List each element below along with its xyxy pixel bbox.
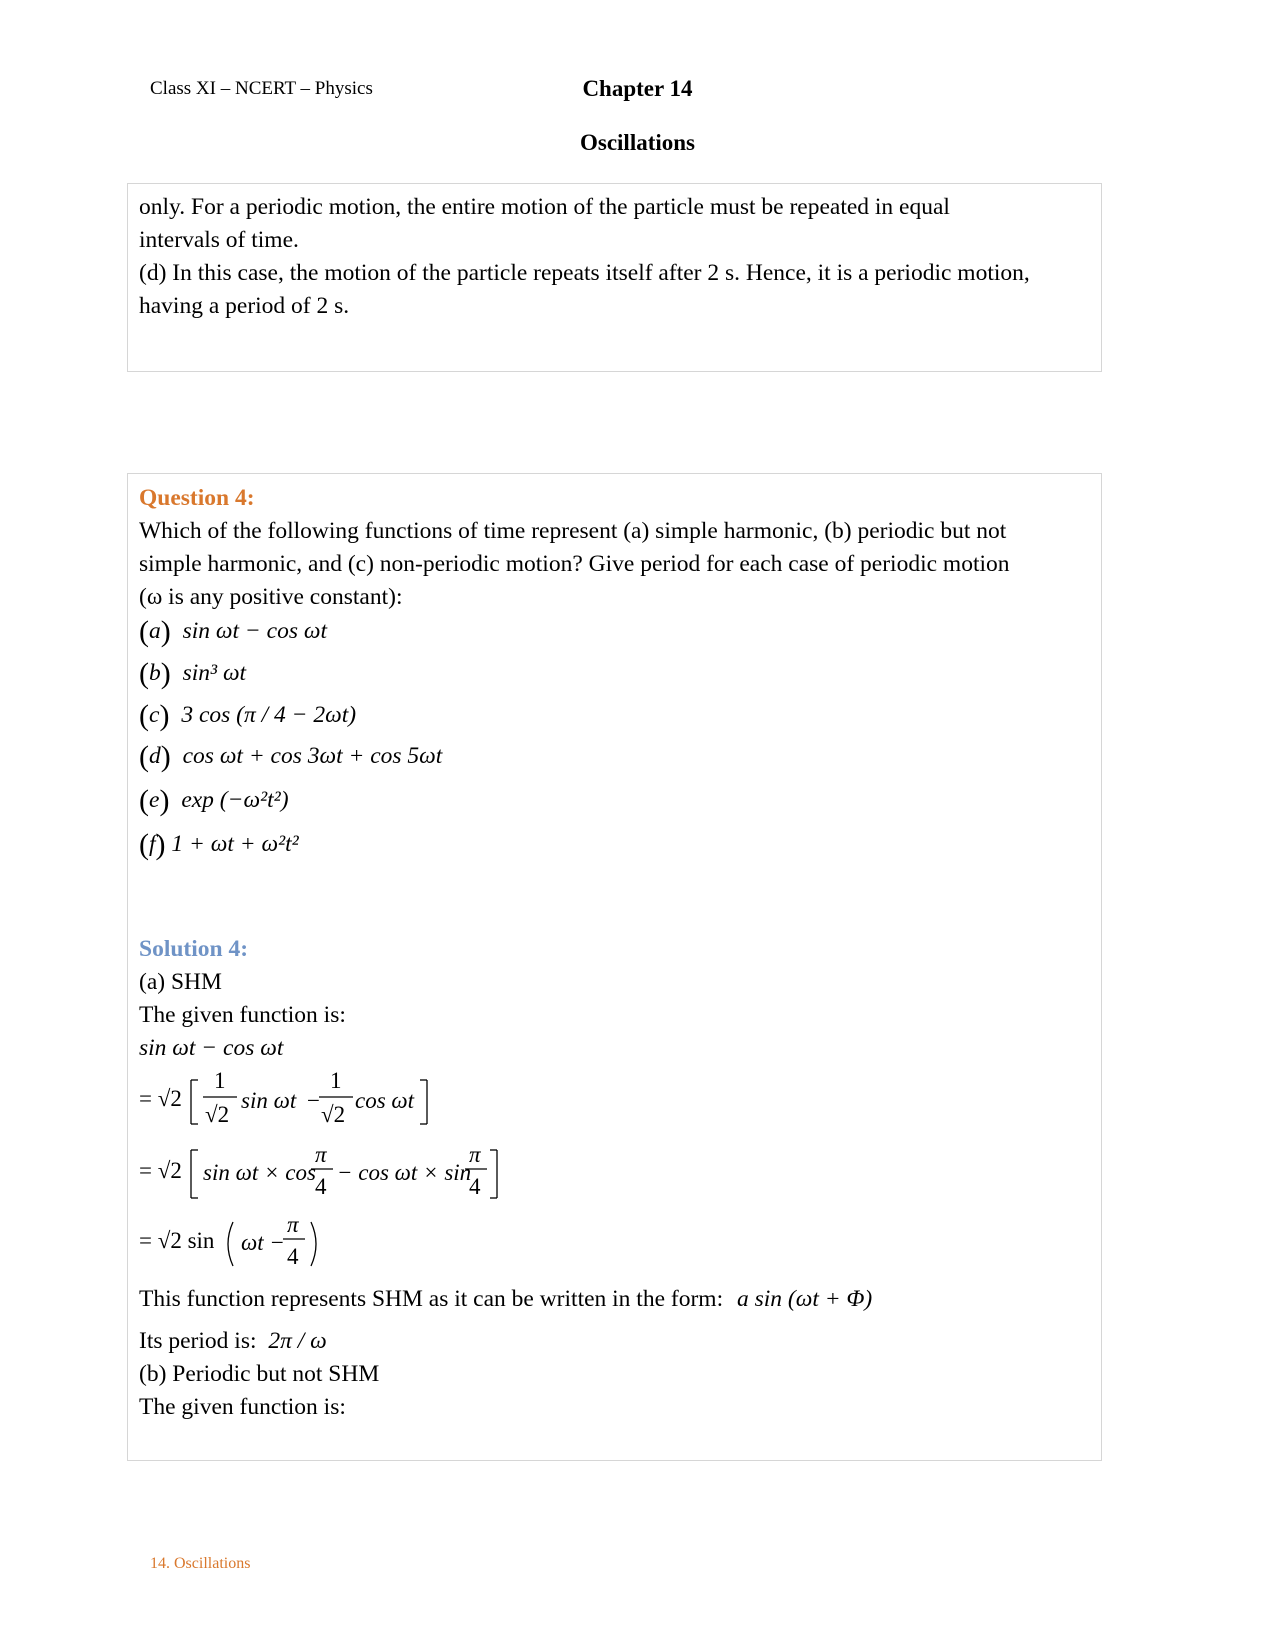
chapter-title: Oscillations	[579, 130, 695, 155]
svg-text:1: 1	[330, 1068, 342, 1093]
svg-text:sin ωt × cos: sin ωt × cos	[203, 1160, 316, 1185]
continuation-line-1: only. For a periodic motion, the entire motion of the particle must be repeated in equal	[139, 194, 950, 220]
solution-given-b: The given function is:	[139, 1394, 346, 1420]
svg-text:π: π	[287, 1212, 299, 1237]
option-e: (e) exp (−ω²t²)	[139, 784, 289, 817]
solution-part-a: (a) SHM	[139, 969, 222, 995]
svg-text:cos ωt: cos ωt	[355, 1088, 415, 1113]
chapter-heading: Chapter 14	[582, 76, 693, 101]
solution-expression-a: sin ωt − cos ωt	[139, 1035, 284, 1061]
svg-text:− cos ωt × sin: − cos ωt × sin	[337, 1160, 472, 1185]
option-f: (f) 1 + ωt + ω²t²	[139, 828, 299, 861]
header-class-label: Class XI – NCERT – Physics	[150, 78, 373, 99]
svg-text:ωt −: ωt −	[241, 1230, 285, 1255]
option-c: (c) 3 cos (π / 4 − 2ωt)	[139, 699, 357, 732]
continuation-line-3: (d) In this case, the motion of the particle repeats itself after 2 s. Hence, it is a periodic motion,	[139, 260, 1030, 286]
svg-text:π: π	[469, 1142, 481, 1167]
option-a: (a) sin ωt − cos ωt	[139, 615, 327, 648]
svg-text:4: 4	[315, 1174, 327, 1199]
svg-text:√2: √2	[321, 1102, 346, 1127]
equation-step-2	[135, 1138, 510, 1208]
question-line-2: simple harmonic, and (c) non-periodic motion? Give period for each case of periodic motion	[139, 551, 1010, 577]
solution-part-b: (b) Periodic but not SHM	[139, 1361, 380, 1387]
question-line-3: (ω is any positive constant):	[139, 584, 403, 610]
svg-text:= √2 sin: = √2 sin	[139, 1228, 215, 1253]
svg-text:= √2: = √2	[139, 1158, 182, 1183]
svg-text:−: −	[307, 1088, 320, 1113]
svg-text:4: 4	[287, 1244, 299, 1269]
svg-text:√2: √2	[205, 1102, 230, 1127]
svg-text:π: π	[315, 1142, 327, 1167]
solution-heading: Solution 4:	[139, 936, 249, 962]
svg-text:= √2: = √2	[139, 1086, 182, 1111]
equation-step-3	[135, 1208, 335, 1278]
equation-step-1	[135, 1066, 435, 1136]
question-heading: Question 4:	[139, 485, 255, 511]
option-d: (d) cos ωt + cos 3ωt + cos 5ωt	[139, 740, 443, 773]
continuation-line-2: intervals of time.	[139, 227, 299, 253]
question-line-1: Which of the following functions of time represent (a) simple harmonic, (b) periodic but not	[139, 518, 1007, 544]
svg-text:sin ωt: sin ωt	[241, 1088, 297, 1113]
solution-given-a: The given function is:	[139, 1002, 346, 1028]
option-b: (b) sin³ ωt	[139, 657, 247, 690]
svg-text:4: 4	[469, 1174, 481, 1199]
continuation-line-4: having a period of 2 s.	[139, 293, 350, 319]
svg-text:1: 1	[214, 1068, 226, 1093]
period-line: Its period is: 2π / ω	[139, 1328, 327, 1354]
shm-form-line: This function represents SHM as it can be written in the form: a sin (ωt + Φ)	[139, 1286, 873, 1312]
page-footer: 14. Oscillations	[150, 1555, 251, 1572]
